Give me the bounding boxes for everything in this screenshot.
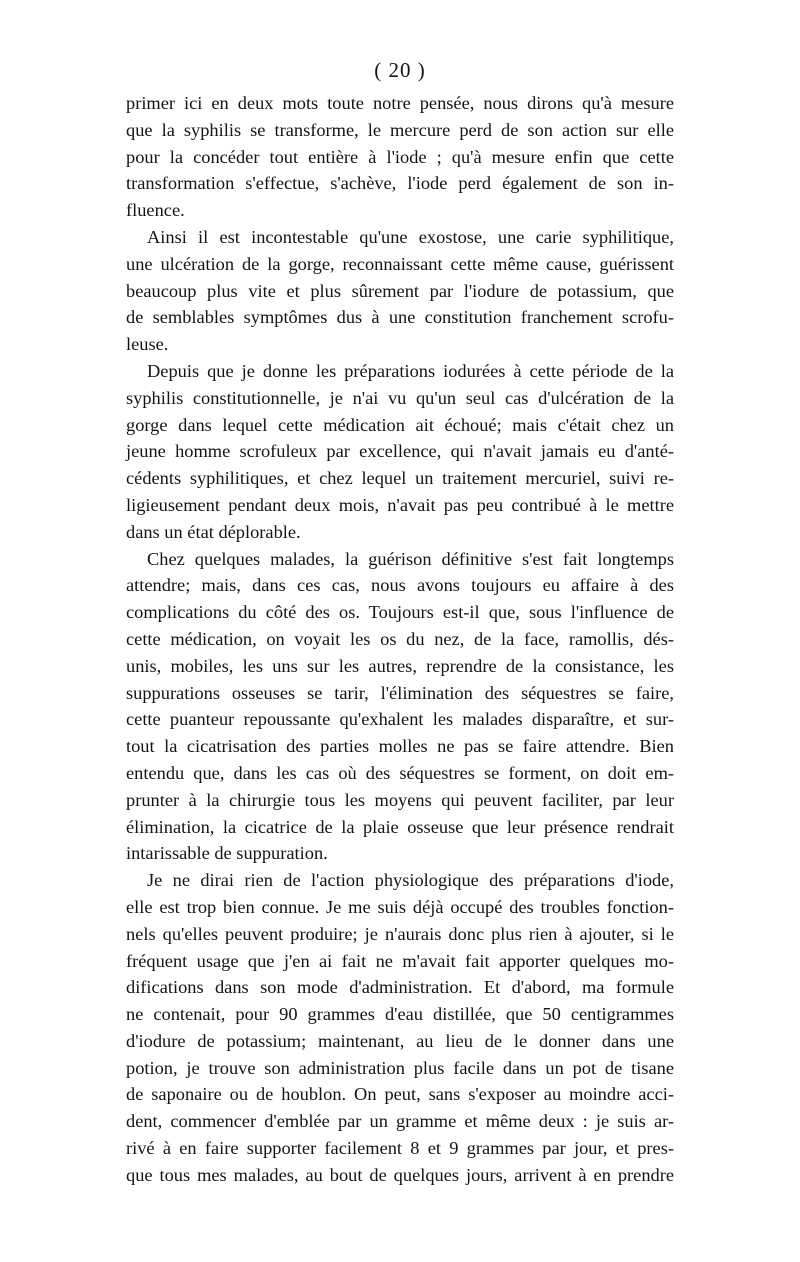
text-line: Ainsi il est incontestable qu'une exostose, une carie syphilitique, <box>147 226 674 247</box>
text-line: pour la concéder tout entière à l'iode ; qu'à mesure enfin que cette <box>126 146 674 167</box>
text-line: syphilis constitutionnelle, je n'ai vu qu'un seul cas d'ulcération de la <box>126 387 674 408</box>
text-line: complications du côté des os. Toujours est-il que, sous l'influence de <box>126 602 674 623</box>
paragraph <box>126 546 674 868</box>
text-line: de semblables symptômes dus à une constitution franchement scrofu- <box>126 307 674 328</box>
text-line: difications dans son mode d'administration. Et d'abord, ma formule <box>126 977 674 998</box>
text-line: primer ici en deux mots toute notre pensée, nous dirons qu'à mesure <box>126 93 674 113</box>
text-line: nels qu'elles peuvent produire; je n'aurais donc plus rien à ajouter, si le <box>126 923 674 944</box>
text-line: entendu que, dans les cas où des séquestres se forment, on doit em- <box>126 762 674 783</box>
text-line: cédents syphilitiques, et chez lequel un traitement mercuriel, suivi re- <box>126 468 674 489</box>
text-line: que tous mes malades, au bout de quelques jours, arrivent à en prendre <box>126 1164 674 1185</box>
text-line: d'iodure de potassium; maintenant, au lieu de le donner dans une <box>126 1030 674 1051</box>
text-line: une ulcération de la gorge, reconnaissant cette même cause, guérissent <box>126 253 674 274</box>
text-line: tout la cicatrisation des parties molles ne pas se faire attendre. Bien <box>126 736 674 757</box>
text-line: cette médication, on voyait les os du nez, de la face, ramollis, dés- <box>126 628 674 649</box>
text-line: leuse. <box>126 334 169 355</box>
text-line: de saponaire ou de houblon. On peut, sans s'exposer au moindre acci- <box>126 1084 674 1105</box>
paragraph <box>126 224 674 358</box>
text-line: ne contenait, pour 90 grammes d'eau distillée, que 50 centigrammes <box>126 1004 674 1025</box>
text-line: elle est trop bien connue. Je me suis déjà occupé des troubles fonction- <box>126 896 674 917</box>
text-line: rivé à en faire supporter facilement 8 et 9 grammes par jour, et pres- <box>126 1138 674 1159</box>
text-line: cette puanteur repoussante qu'exhalent les malades disparaître, et sur- <box>126 709 674 730</box>
body-text <box>126 90 674 1189</box>
text-line: beaucoup plus vite et plus sûrement par l'iodure de potassium, que <box>126 280 674 301</box>
text-line: fluence. <box>126 200 185 221</box>
text-line: potion, je trouve son administration plus facile dans un pot de tisane <box>126 1057 674 1078</box>
text-line: prunter à la chirurgie tous les moyens qui peuvent faciliter, par leur <box>126 789 674 810</box>
text-line: Je ne dirai rien de l'action physiologique des préparations d'iode, <box>147 870 674 891</box>
paragraph <box>126 867 674 1189</box>
text-line: Depuis que je donne les préparations iodurées à cette période de la <box>147 360 674 381</box>
text-line: jeune homme scrofuleux par excellence, qui n'avait jamais eu d'anté- <box>126 441 674 462</box>
text-line: dent, commencer d'emblée par un gramme et même deux : je suis ar- <box>126 1111 674 1132</box>
text-line: que la syphilis se transforme, le mercure perd de son action sur elle <box>126 119 674 140</box>
text-line: attendre; mais, dans ces cas, nous avons toujours eu affaire à des <box>126 575 674 596</box>
page-number: ( 20 ) <box>374 58 426 82</box>
text-line: unis, mobiles, les uns sur les autres, reprendre de la consistance, les <box>126 655 674 676</box>
text-line: dans un état déplorable. <box>126 521 301 542</box>
text-line: intarissable de suppuration. <box>126 843 328 864</box>
text-line: gorge dans lequel cette médication ait échoué; mais c'était chez un <box>126 414 674 435</box>
paragraph <box>126 90 674 224</box>
paragraph <box>126 358 674 546</box>
text-line: fréquent usage que j'en ai fait ne m'avait fait apporter quelques mo- <box>126 950 674 971</box>
text-line: Chez quelques malades, la guérison définitive s'est fait longtemps <box>147 548 674 569</box>
text-line: suppurations osseuses se tarir, l'élimination des séquestres se faire, <box>126 682 674 703</box>
text-line: ligieusement pendant deux mois, n'avait pas peu contribué à le mettre <box>126 494 674 515</box>
text-line: élimination, la cicatrice de la plaie osseuse que leur présence rendrait <box>126 816 674 837</box>
text-line: transformation s'effectue, s'achève, l'iode perd également de son in- <box>126 173 674 194</box>
